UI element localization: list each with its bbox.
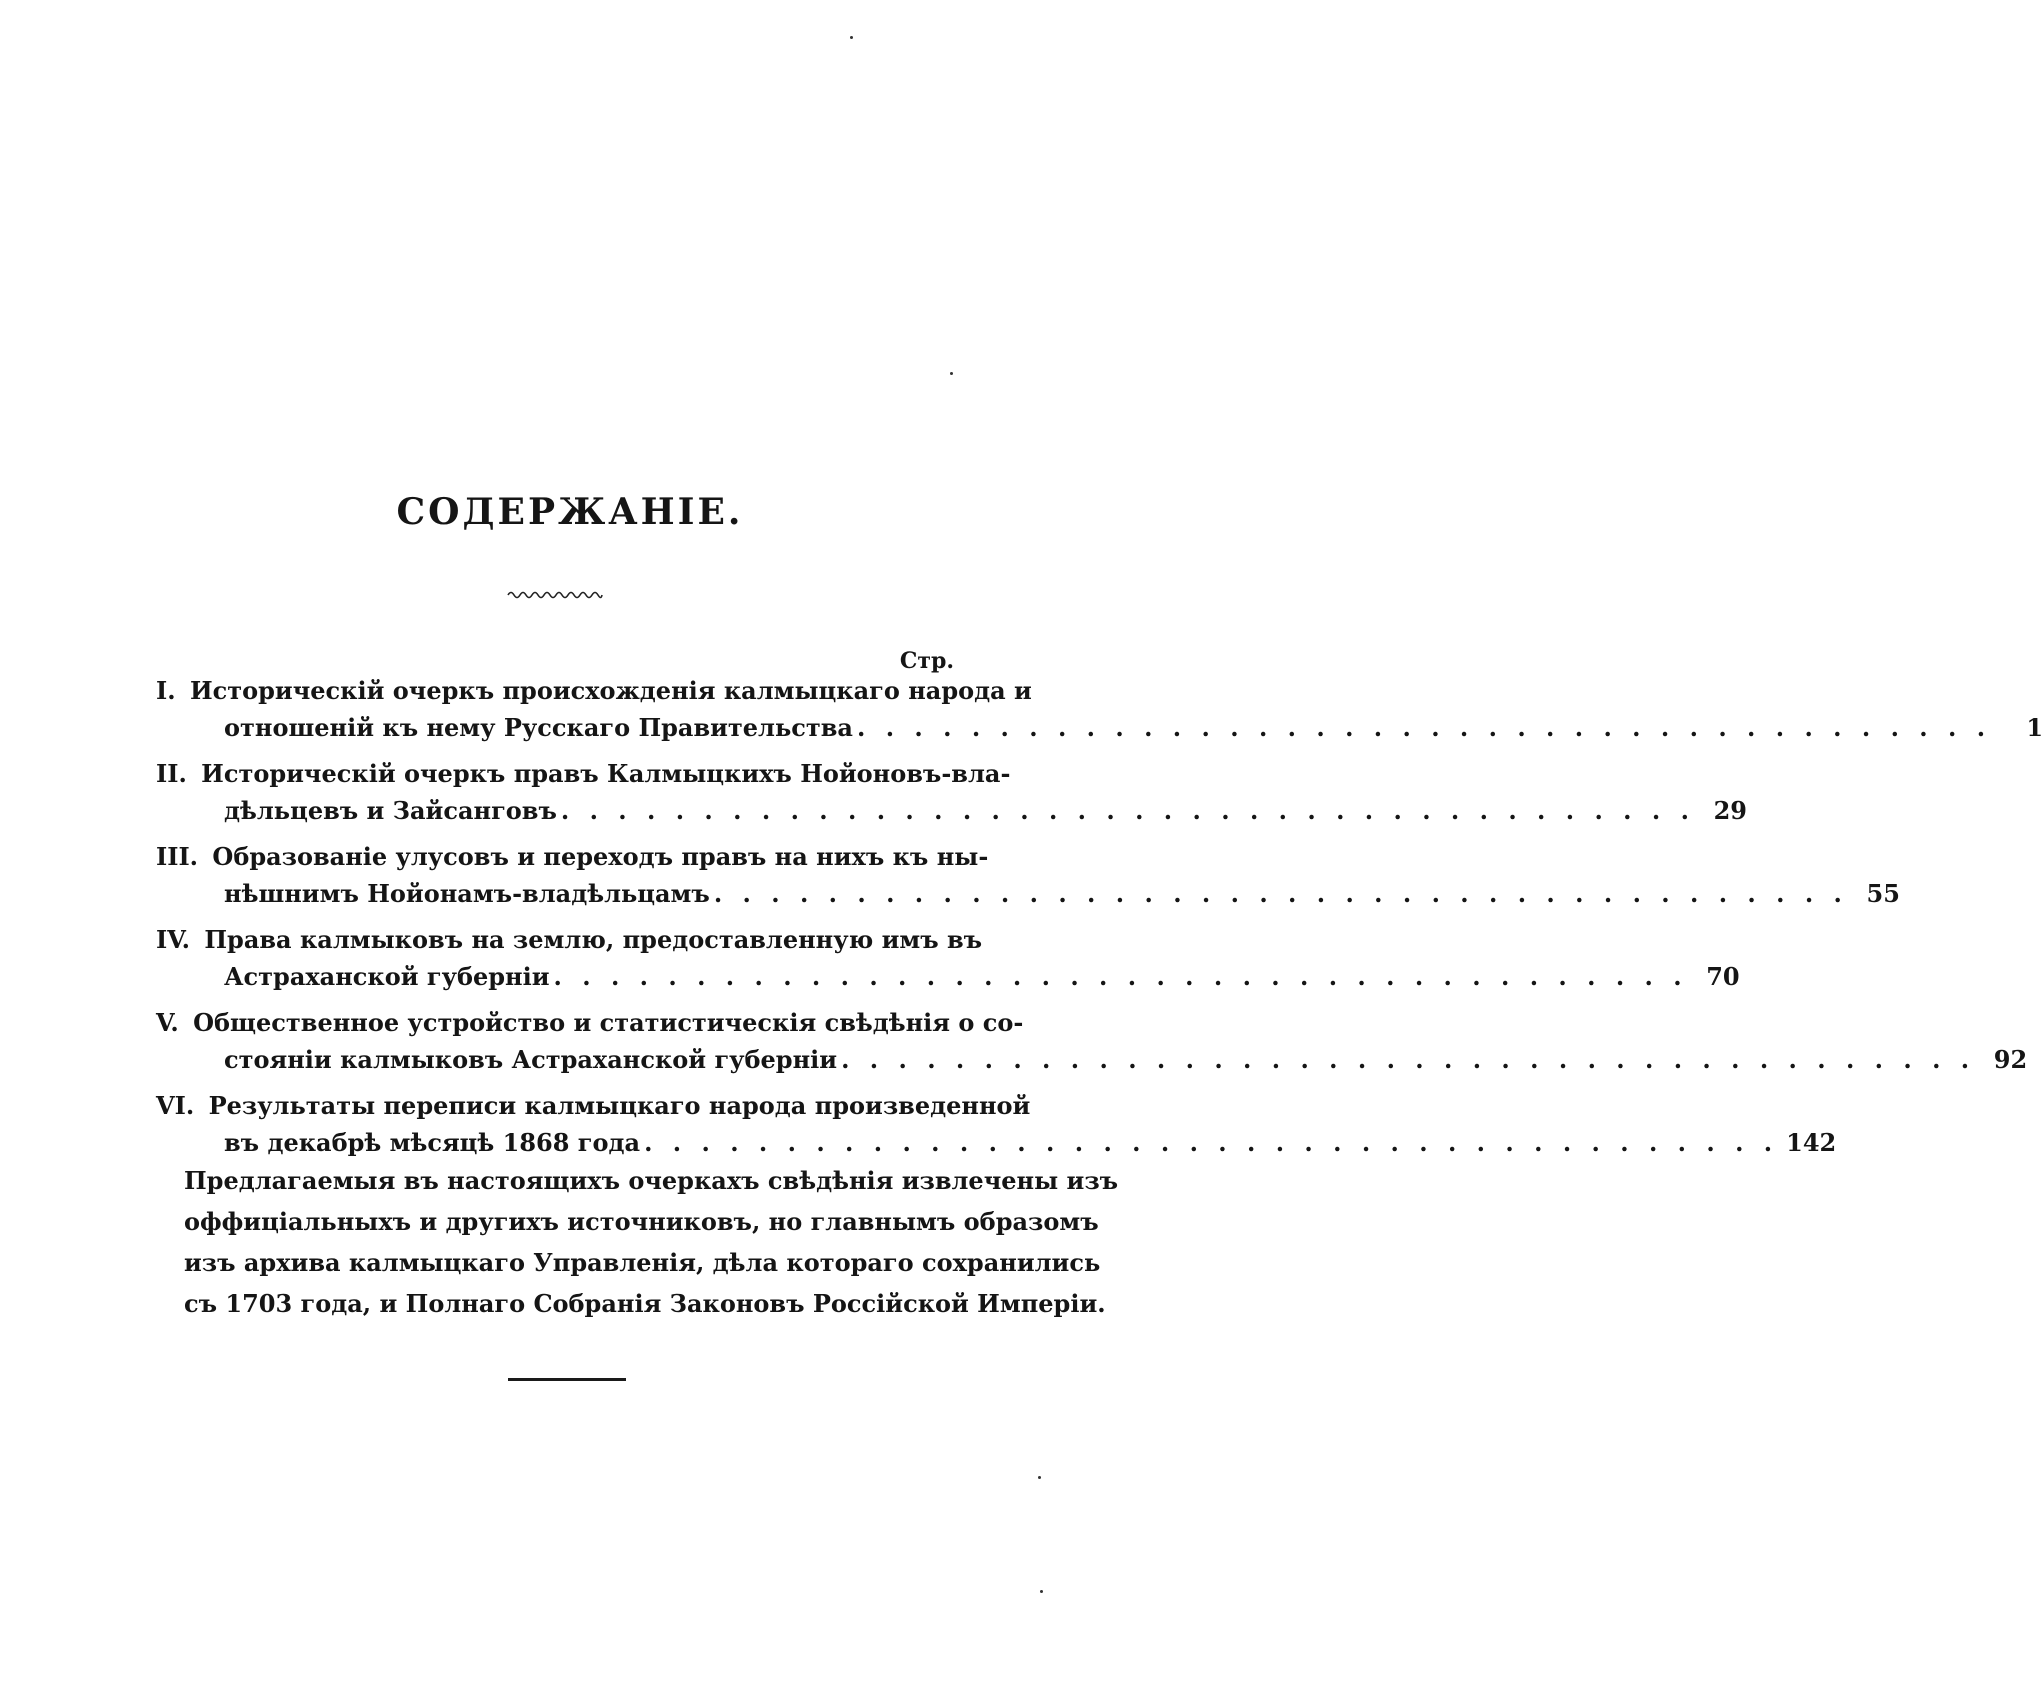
toc-entry-number: III.	[156, 842, 199, 871]
toc-entry-number: I.	[156, 676, 176, 705]
toc-entry-number: II.	[156, 759, 187, 788]
toc-entry[interactable]	[156, 921, 1740, 995]
toc-entry[interactable]	[156, 1087, 1837, 1161]
toc-entry-title-continued: нѣшнимъ Нойонамъ-владѣльцамъ	[224, 879, 710, 908]
dot-leader: . . . . . . . . . . . . . . . . . . . . . . . . . . . . . . . . . . . . . . . .	[713, 879, 1848, 908]
paper-speck	[1040, 1590, 1043, 1593]
note-line: оффиціальныхъ и другихъ источниковъ, но главнымъ образомъ	[184, 1207, 1099, 1236]
note-line: изъ архива калмыцкаго Управленія, дѣла котораго сохранились	[184, 1248, 1101, 1277]
dot-leader: . . . . . . . . . . . . . . . . . . . . . . . . . . . . . . . . . . . . . . . .	[644, 1128, 1779, 1157]
toc-entry-number: V.	[156, 1008, 179, 1037]
toc-entry-title: Результаты переписи калмыцкаго народа произведенной	[208, 1091, 1031, 1120]
toc-entry-title: Образованіе улусовъ и переходъ правъ на нихъ къ ны-	[212, 842, 989, 871]
toc-entry-title-continued: дѣльцевъ и Зайсанговъ	[224, 796, 557, 825]
closing-rule	[508, 1378, 626, 1381]
toc-entry[interactable]	[156, 672, 2043, 746]
toc-page-number: 92	[1993, 1045, 2028, 1074]
toc-page-number: 142	[1786, 1128, 1837, 1157]
toc-entry-title: Общественное устройство и статистическія свѣдѣнія о со-	[193, 1008, 1024, 1037]
wavy-ornament	[506, 588, 604, 602]
toc-page-number: 55	[1866, 879, 1900, 908]
dot-leader: . . . . . . . . . . . . . . . . . . . . . . . . . . . . . . . . . . . . . . . .	[553, 962, 1688, 991]
toc-page-number: 1	[2026, 713, 2043, 742]
table-of-contents	[156, 672, 2043, 1170]
source-note	[184, 1160, 1119, 1324]
toc-page-number: 29	[1713, 796, 1747, 825]
paper-speck	[850, 36, 853, 39]
toc-page-number: 70	[1706, 962, 1740, 991]
dot-leader: . . . . . . . . . . . . . . . . . . . . . . . . . . . . . . . . . . . . . . . .	[560, 796, 1695, 825]
paper-speck	[1038, 1476, 1041, 1479]
toc-entry-number: VI.	[156, 1091, 195, 1120]
dot-leader: . . . . . . . . . . . . . . . . . . . . . . . . . . . . . . . . . . . . . . . .	[856, 713, 1992, 742]
dot-leader: . . . . . . . . . . . . . . . . . . . . . . . . . . . . . . . . . . . . . . . .	[841, 1045, 1976, 1074]
toc-entry[interactable]	[156, 838, 1900, 912]
toc-entry-title: Историческій очеркъ происхожденія калмыцкаго народа и	[189, 676, 1032, 705]
toc-entry-title-continued: Астраханской губерніи	[224, 962, 550, 991]
note-line: Предлагаемыя въ настоящихъ очеркахъ свѣдѣнія извлечены изъ	[184, 1166, 1119, 1195]
toc-entry-title-continued: въ декабрѣ мѣсяцѣ 1868 года	[224, 1128, 641, 1157]
toc-entry-title: Права калмыковъ на землю, предоставленную имъ въ	[204, 925, 983, 954]
page-column-label: Стр.	[899, 648, 954, 674]
note-line: съ 1703 года, и Полнаго Собранія Законовъ Россійской Имперіи.	[184, 1289, 1106, 1318]
paper-speck	[950, 372, 953, 375]
toc-entry[interactable]	[156, 1004, 2028, 1078]
toc-entry-number: IV.	[156, 925, 191, 954]
toc-entry-title-continued: отношеній къ нему Русскаго Правительства	[224, 713, 853, 742]
toc-entry-title: Историческій очеркъ правъ Калмыцкихъ Нойоновъ-вла-	[201, 759, 1011, 788]
page-title: СОДЕРЖАНІЕ.	[396, 491, 744, 533]
toc-entry[interactable]	[156, 755, 1747, 829]
toc-entry-title-continued: стояніи калмыковъ Астраханской губерніи	[224, 1045, 838, 1074]
